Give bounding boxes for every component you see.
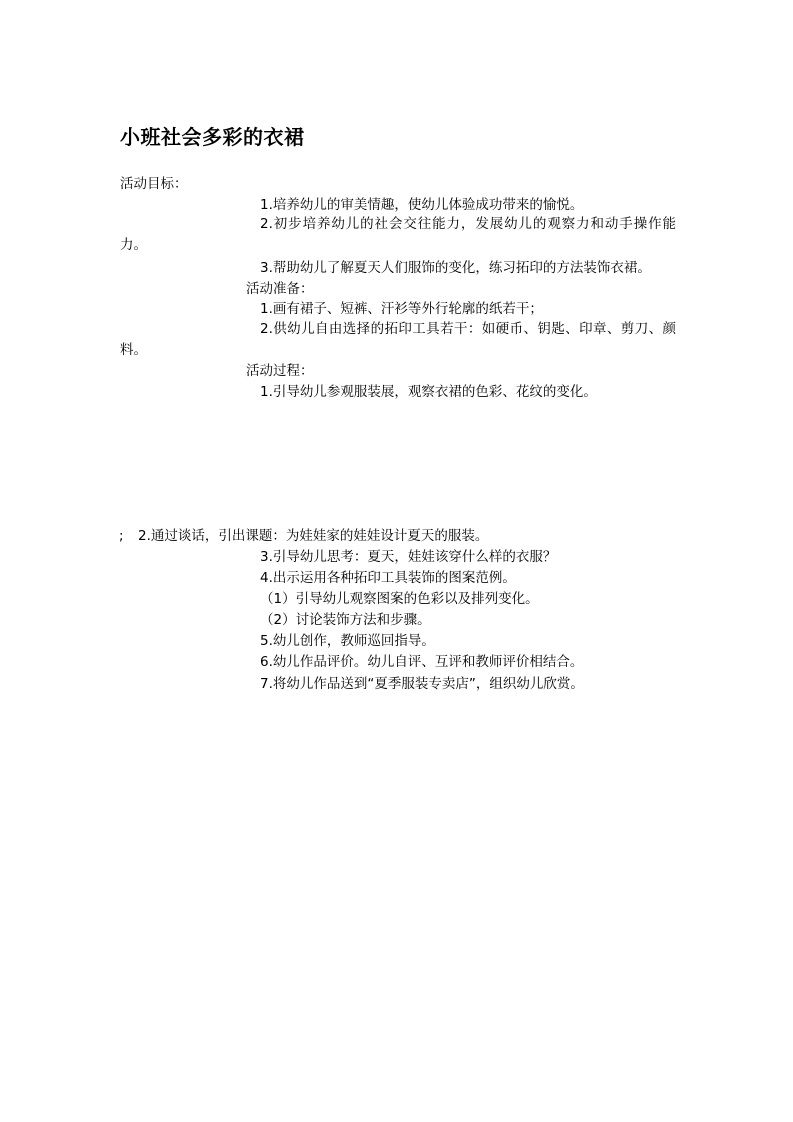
prep-item-1: 1.画有裙子、短裤、汗衫等外行轮廓的纸若干；: [260, 301, 543, 317]
goals-heading: 活动目标：: [120, 176, 188, 192]
stray-semicolon: ;: [119, 528, 124, 544]
process-subitem-1: （1）引导幼儿观察图案的色彩以及排列变化。: [260, 591, 539, 607]
process-item-6: 6.幼儿作品评价。幼儿自评、互评和教师评价相结合。: [260, 654, 584, 670]
process-item-4: 4.出示运用各种拓印工具装饰的图案范例。: [260, 570, 516, 586]
process-item-3: 3.引导幼儿思考：夏天，娃娃该穿什么样的衣服？: [260, 549, 557, 565]
goal-item-3: 3.帮助幼儿了解夏天人们服饰的变化，练习拓印的方法装饰衣裙。: [260, 260, 651, 276]
goal-item-2: 2.初步培养幼儿的社会交往能力，发展幼儿的观察力和动手操作能力。: [120, 216, 676, 253]
process-heading: 活动过程：: [246, 363, 314, 379]
process-item-1: 1.引导幼儿参观服装展，观察衣裙的色彩、花纹的变化。: [260, 384, 597, 400]
process-item-7: 7.将幼儿作品送到“夏季服装专卖店”，组织幼儿欣赏。: [260, 676, 584, 692]
document-title: 小班社会多彩的衣裙: [120, 125, 305, 149]
goal-item-1: 1.培养幼儿的审美情趣，使幼儿体验成功带来的愉悦。: [260, 197, 584, 213]
prep-item-2: 2.供幼儿自由选择的拓印工具若干：如硬币、钥匙、印章、剪刀、颜料。: [120, 321, 676, 358]
process-item-5: 5.幼儿创作，教师巡回指导。: [260, 633, 435, 649]
prep-heading: 活动准备：: [246, 281, 314, 297]
process-item-2: 2.通过谈话，引出课题：为娃娃家的娃娃设计夏天的服装。: [138, 528, 489, 544]
process-subitem-2: （2）讨论装饰方法和步骤。: [260, 612, 431, 628]
